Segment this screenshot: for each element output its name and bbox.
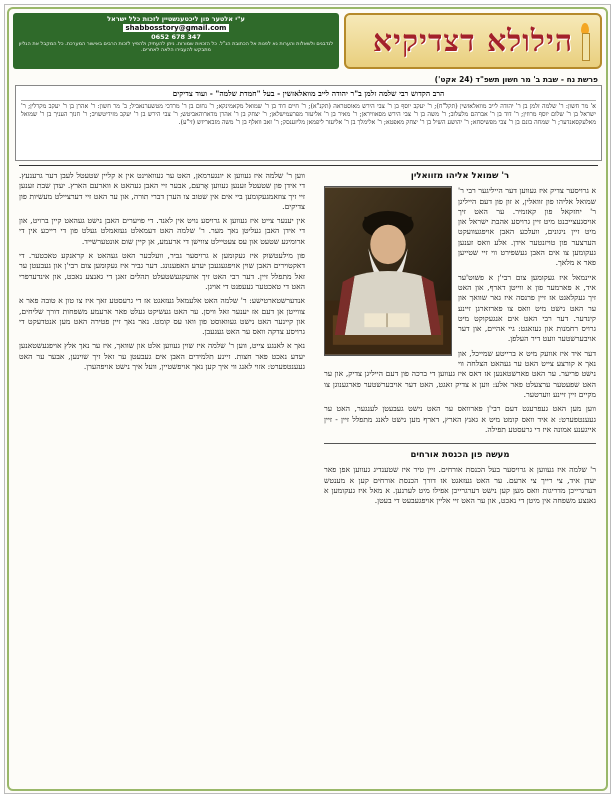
contact-phone[interactable]: 347 678 0652	[151, 33, 201, 41]
issue-date: פרשת נח - שבת ב' מר חשון תשפ"ד (24 אקט')	[434, 75, 598, 84]
article-separator	[324, 443, 596, 444]
contact-box	[13, 13, 339, 69]
right-column	[324, 171, 596, 789]
section-divider	[19, 165, 598, 166]
article-subtitle: מעשה פון הכנסת אורחים	[410, 450, 510, 461]
article-paragraph: ווען מען האט געפרעגט דעם רבי'ן פארוואס ער האט נישט געבעטן לענגער, האט ער געענטפערט: א איד וואס קומט מיט א גאנץ הארץ, דארף מען נישט לאנג מתפלל זיין - זיין אייגענע אמונה איז די גרעסטע תפילה.	[324, 404, 596, 434]
contact-fine-print: לנדבנים ולשאלות והערות נא לפנות אל הכתובת הנ"ל. כל הזכויות שמורות. ניתן להעתיק ולהפיץ לזכות הרבים באישור המערכת. כל המקבל את הגליון מתבקש להעבירו הלאה לאחרים.	[18, 41, 334, 53]
contact-line: ע"י אלטער פון ליכטענשטיין לזכות כלל ישראל	[107, 15, 245, 23]
article-paragraph: נאך א לאנגע צייט, ווען ר' שלמה איז שוין געווען אלט און שוואך, איז ער נאך אלץ אויפגעשטאנען יעדע נאכט פאר חצות. זיינע תלמידים האבן אים געבעטן ער זאל זיך שוינען, אבער ער האט געענטפערט: אזוי לאנג ווי איך קען נאך אויפשטיין, וועל איך נישט אויפהערן.	[19, 341, 305, 372]
article-paragraph: דער איד איז אוועק מיט א ברייטע שמייכל, און נאך א קורצע צייט האט ער געהאט הצלחה ווי נישט פריער. ער האט פארשטאנען אז דאס איז געווען די ברכה פון דעם הייליגן צדיק, און ער האט שפעטער ערצעלט פאר אלע: ווען א צדיק זאגט, האט דער אויבערשטער פארגענוגן צו מקיים זיין זיינע ווערטער.	[324, 348, 596, 399]
article-paragraph: פון מילעטשוק איז געקומען א גרויסער גביר, וועלכער האט געהאט א קראנקע טאכטער. די דאקטוירים האבן שוין אויפגעגעבן יעדע האפענונג. דער גביר איז געקומען צום רבי'ן און געבעטן ער זאל מתפלל זיין. דער רבי האט זיך אוועקגעשטעלט תהלים זאגן די גאנצע נאכט, און אינדערפרי האט די טאכטער געעפנט די אויגן.	[19, 251, 305, 291]
masthead	[13, 13, 602, 71]
newsletter-title: הילולא דצדיקיא	[372, 23, 574, 59]
yahrzeit-title: הרב הקדוש רבי שלמה זלמן ב"ר יהודה לייב מוואלאזשין - בעל "חמדת שלמה" - ועוד צדיקים	[21, 89, 596, 101]
contact-email[interactable]: shabbosstory@gmail.com	[123, 24, 230, 32]
article-paragraph: ווען ר' שלמה איז געווען א יונגערמאן, האט ער געוואוינט אין א קליין שטעטל לעבן דער גרענעץ. די אידן פון שטעטל זענען געווען אָרעם, אבער זיי האבן געהאט א ווארעם הארץ. יעדן שבת זענען זיי זיך צוזאמגעקומען ביי אים אין שטוב צו הערן דברי תורה, און ער האט זיי דערציילט מעשיות פון צדיקים.	[19, 171, 305, 211]
left-column	[19, 171, 305, 789]
article-paragraph: אנדערשטארטישע: ר' שלמה האט אלעמאל געזאגט אז די גרעסטע זאך איז צו טון א טובה פאר א צווייטן אן דעם אז יענער זאל וויסן. ער האט געשיקט געלט פאר ארעמע משפחות דורך שליחים, און קיינער האט נישט געוואוסט פון וואו עס קומט. נאר נאך זיין פטירה האט מען אנטדעקט די גרויסע צדקה וואס ער האט געגעבן.	[19, 296, 305, 337]
article-paragraph: ר' שלמה איז געווען א גרויסער בעל הכנסת אורחים. זיין טיר איז שטענדיג געווען אפן פאר יעדן איד, צי רייך צי ארעם. ער האט געזאגט אז דורך הכנסת אורחים קען א מענטש דערגרייכן מדריגות וואס מען קען נישט דערגרייכן אפילו מיט לערנען. א מאל איז געקומען א גאנצע משפחה אין מיטן די נאכט, און ער האט זיי אליין אויפגעבעט די בעטן.	[324, 465, 596, 506]
title-banner	[344, 13, 602, 69]
article-paragraph: איינמאל איז געקומען צום רבי'ן א פשוט'ער איד, א פארמער פון א ווייטן דארף, און האט זיך געקלאגט אז זיין פרנסה איז גאר שוואך און ער האט נישט מיט וואס צו פארזארגן זיינע קינדער. דער רבי האט אים אנגעקוקט מיט גרויס רחמנות און געזאגט: גיי אהיים, און דער אויבערשטער וועט דיר העלפן.	[458, 272, 596, 344]
yahrzeit-list-box	[15, 85, 602, 161]
article-paragraph: אין יענער צייט איז געווען א גרויסע נויט אין לאנד. די פויערים האבן נישט געהאט קיין ברויט, און די אידן האבן געליטן נאך מער. ר' שלמה האט דעמאלט געזאמלט געלט פון די רייכע אין די ארומיגע שטעט און עס צעטיילט צווישן די ארעמע, אן קיין שום אונטערשייד.	[19, 216, 305, 246]
candle-icon	[578, 23, 592, 61]
rabbi-portrait	[324, 186, 452, 356]
article-paragraph: א גרויסער צדיק איז געווען דער הייליגער רבי ר' שמואל אליהו פון זוואלין, א זון פון דעם הייליגן ר' יחזקאל פון קאזמיר. ער האט זיך אויסגעצייכנט מיט זיין גרויסע אהבת ישראל און מיט זיין ניגונים, וועלכע האבן אויפגעוועקט הערצער פון טויזנטער אידן. אלע וואס זענען געקומען צו אים האבן געשפירט ווי זיי שטייען פאר א מלאך.	[458, 186, 596, 268]
newsletter-page	[4, 4, 611, 794]
yahrzeit-text: א' מר חשון: ר' שלמה זלמן בן ר' יהודה לייב מוואלאזשין (תקל"ח); ר' יעקב יוסף בן ר' צבי הירש מאוסטראה (תקנ"א); ר' חיים דוד בן ר' שמואל מקאמינקא; ר' נחום בן ר' מרדכי מטשערנאביל; ב' מר חשון: ר' אהרן בן ר' יעקב מקרלין; ר' ישראל בן ר' שלום יוסף מרוזין; ר' דוד בן ר' אברהם מלעלוב; ר' משה בן ר' צבי הירש מסאוויראן; ר' מאיר בן ר' אליעזר מפרעמישלאן; ר' יצחק בן ר' אהרן מדארוהאביטש; ר' צבי הירש בן ר' יעקב מזידיטשויב; ר' חנוך העניך בן ר' שמואל מאלעקסאנדער; ר' שמחה בונם בן ר' צבי מפשיסחא; ר' יהושע השיל בן ר' יצחק מאפטא; ר' אלימלך בן ר' אליעזר ליפמאן מליזענסק; ר' זאב וואלף בן ר' משה מזבאריזש (זי"ע).	[21, 103, 596, 126]
article-title: ר' שמואל אליהו מזוואלין	[410, 171, 510, 181]
